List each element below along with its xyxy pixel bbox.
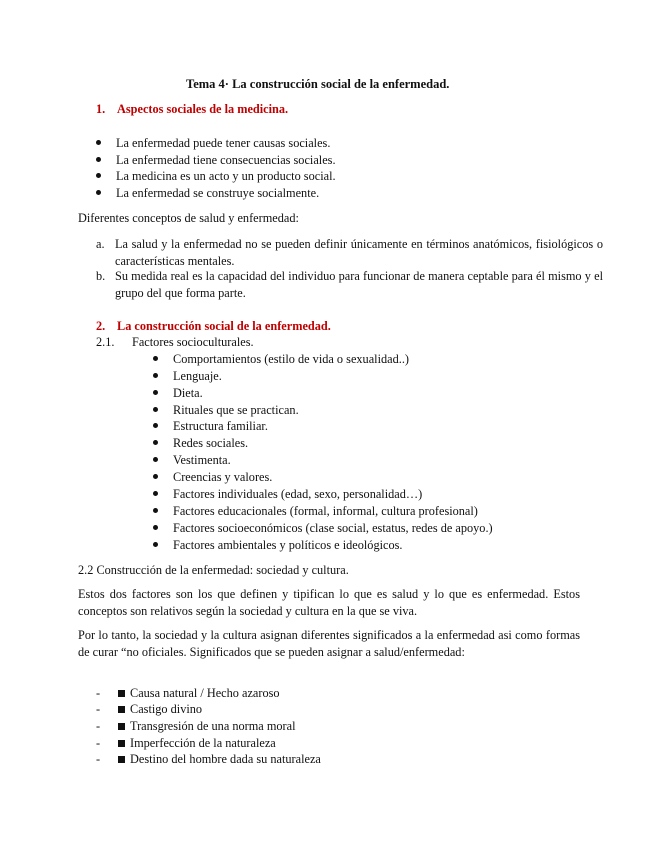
section-1-title: Aspectos sociales de la medicina. — [117, 102, 289, 116]
section-1-heading — [96, 101, 496, 117]
subsection-2-2-title: 2.2 Construcción de la enfermedad: sociedad y cultura. — [78, 563, 349, 577]
dash-marker: - — [96, 752, 101, 766]
section-2-heading — [96, 318, 496, 334]
square-bullet-icon — [118, 740, 125, 747]
subsection-2-1-title: Factores socioculturales. — [132, 335, 254, 349]
bullet-text: La medicina es un acto y un producto social. — [116, 169, 336, 183]
paragraph-meanings: Por lo tanto, la sociedad y la cultura asignan diferentes significados a la enfermedad asi como formas de curar “no oficiales. Significados que se pueden asignar a salud/enfermedad: — [78, 628, 580, 659]
bullet-icon — [153, 440, 158, 445]
bullet-text: Comportamientos (estilo de vida o sexualidad..) — [173, 352, 409, 366]
alpha-text: Su medida real es la capacidad del individuo para funcionar de manera ceptable para él mismo y el grupo del que forma parte. — [115, 269, 603, 300]
bullet-text: Redes sociales. — [173, 436, 249, 450]
bullet-text: Rituales que se practican. — [173, 403, 299, 417]
square-bullet-icon — [118, 756, 125, 763]
bullet-text: Factores socioeconómicos (clase social, estatus, redes de apoyo.) — [173, 521, 493, 535]
list-item — [96, 236, 603, 270]
dash-marker: - — [96, 736, 101, 750]
bullet-text: Lenguaje. — [173, 369, 222, 383]
alpha-marker: b. — [96, 269, 106, 283]
bullet-icon — [96, 190, 101, 195]
document-title: Tema 4· La construcción social de la enfermedad. — [186, 77, 450, 91]
bullet-text: Factores educacionales (formal, informal, cultura profesional) — [173, 504, 478, 518]
bullet-icon — [153, 525, 158, 530]
section-2-number: 2. — [96, 319, 106, 333]
bullet-text: Estructura familiar. — [173, 419, 268, 433]
bullet-icon — [153, 407, 158, 412]
bullet-icon — [153, 356, 158, 361]
alpha-text: La salud y la enfermedad no se pueden definir únicamente en términos anatómicos, fisiológicos o características mentales. — [115, 237, 603, 268]
bullet-icon — [153, 474, 158, 479]
dash-marker: - — [96, 702, 101, 716]
bullet-text: Dieta. — [173, 386, 203, 400]
alpha-marker: a. — [96, 237, 105, 251]
section-2-title: La construcción social de la enfermedad. — [117, 319, 331, 333]
subsection-2-1-number: 2.1. — [96, 335, 115, 349]
bullet-icon — [153, 491, 158, 496]
bullet-text: Creencias y valores. — [173, 470, 273, 484]
meaning-text: Transgresión de una norma moral — [130, 719, 296, 733]
bullet-text: La enfermedad puede tener causas sociales. — [116, 136, 331, 150]
bullet-icon — [153, 373, 158, 378]
bullet-text: La enfermedad tiene consecuencias sociales. — [116, 153, 336, 167]
bullet-icon — [153, 423, 158, 428]
bullet-text: Vestimenta. — [173, 453, 231, 467]
bullet-icon — [96, 140, 101, 145]
bullet-icon — [96, 157, 101, 162]
meaning-text: Causa natural / Hecho azaroso — [130, 686, 280, 700]
bullet-icon — [153, 457, 158, 462]
bullet-text: Factores individuales (edad, sexo, personalidad…) — [173, 487, 423, 501]
section-1-number: 1. — [96, 102, 106, 116]
bullet-icon — [153, 390, 158, 395]
concepts-intro: Diferentes conceptos de salud y enfermedad: — [78, 211, 299, 225]
bullet-icon — [96, 173, 101, 178]
meaning-text: Destino del hombre dada su naturaleza — [130, 752, 321, 766]
bullet-icon — [153, 508, 158, 513]
dash-marker: - — [96, 686, 101, 700]
square-bullet-icon — [118, 706, 125, 713]
bullet-text: Factores ambientales y políticos e ideológicos. — [173, 538, 403, 552]
dash-marker: - — [96, 719, 101, 733]
meaning-text: Castigo divino — [130, 702, 203, 716]
square-bullet-icon — [118, 723, 125, 730]
paragraph-factors-define: Estos dos factores son los que definen y tipifican lo que es salud y lo que es enfermedad. Estos conceptos son relativos según la sociedad y cultura en la que se viva. — [78, 587, 580, 618]
bullet-icon — [153, 542, 158, 547]
list-item — [96, 268, 603, 302]
meaning-text: Imperfección de la naturaleza — [130, 736, 276, 750]
square-bullet-icon — [118, 690, 125, 697]
bullet-text: La enfermedad se construye socialmente. — [116, 186, 320, 200]
